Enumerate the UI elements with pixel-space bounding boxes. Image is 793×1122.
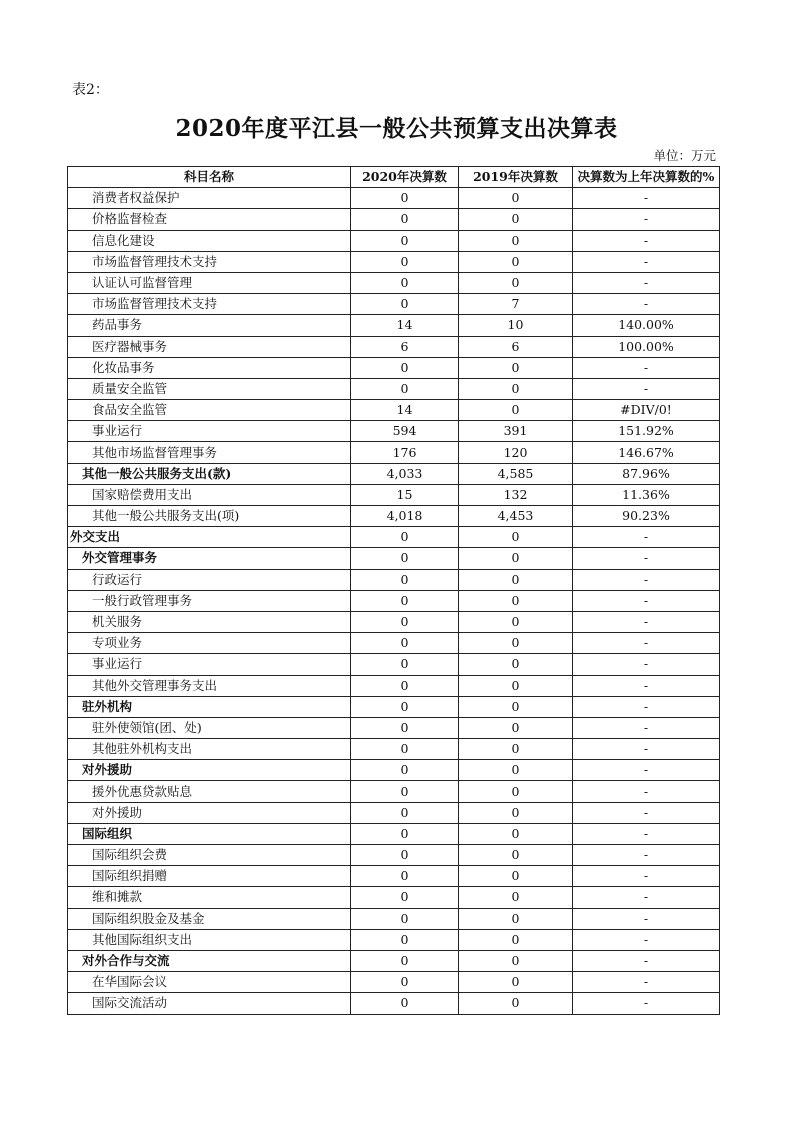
ratio-cell: - [573, 950, 720, 971]
ratio-cell: - [573, 887, 720, 908]
unit-label: 单位：万元 [653, 148, 716, 163]
value-2019-cell: 0 [459, 760, 573, 781]
value-2019-cell: 0 [459, 972, 573, 993]
subject-name-cell: 食品安全监管 [68, 400, 351, 421]
subject-name-cell: 外交支出 [68, 527, 351, 548]
table-row [68, 527, 720, 548]
ratio-cell: 90.23% [573, 506, 720, 527]
value-2020-cell: 0 [351, 230, 459, 251]
ratio-cell: 151.92% [573, 421, 720, 442]
value-2020-cell: 0 [351, 378, 459, 399]
subject-name-cell: 国际组织会费 [68, 845, 351, 866]
value-2020-cell: 4,018 [351, 506, 459, 527]
ratio-cell: - [573, 802, 720, 823]
ratio-cell: - [573, 209, 720, 230]
subject-name-cell: 维和摊款 [68, 887, 351, 908]
subject-name-cell: 专项业务 [68, 633, 351, 654]
table-row [68, 378, 720, 399]
ratio-cell: - [573, 675, 720, 696]
table-number-label: 表2： [72, 82, 109, 98]
ratio-cell: - [573, 781, 720, 802]
table-row [68, 866, 720, 887]
value-2019-cell: 0 [459, 209, 573, 230]
ratio-cell: - [573, 717, 720, 738]
value-2020-cell: 0 [351, 696, 459, 717]
value-2019-cell: 0 [459, 654, 573, 675]
subject-name-cell: 市场监督管理技术支持 [68, 251, 351, 272]
table-row [68, 950, 720, 971]
value-2020-cell: 0 [351, 611, 459, 632]
ratio-cell: 100.00% [573, 336, 720, 357]
table-row [68, 633, 720, 654]
table-row [68, 845, 720, 866]
subject-name-cell: 市场监督管理技术支持 [68, 294, 351, 315]
subject-name-cell: 质量安全监管 [68, 378, 351, 399]
table-row [68, 421, 720, 442]
table-row [68, 209, 720, 230]
value-2019-cell: 0 [459, 569, 573, 590]
value-2019-cell: 0 [459, 548, 573, 569]
value-2020-cell: 0 [351, 802, 459, 823]
table-row [68, 188, 720, 209]
value-2020-cell: 0 [351, 929, 459, 950]
value-2020-cell: 0 [351, 569, 459, 590]
subject-name-cell: 消费者权益保护 [68, 188, 351, 209]
value-2020-cell: 594 [351, 421, 459, 442]
value-2020-cell: 0 [351, 760, 459, 781]
subject-name-cell: 其他市场监督管理事务 [68, 442, 351, 463]
ratio-cell: - [573, 590, 720, 611]
subject-name-cell: 国家赔偿费用支出 [68, 484, 351, 505]
table-header-row [68, 167, 720, 188]
value-2020-cell: 0 [351, 781, 459, 802]
value-2020-cell: 0 [351, 188, 459, 209]
value-2020-cell: 0 [351, 357, 459, 378]
ratio-cell: 146.67% [573, 442, 720, 463]
table-row [68, 548, 720, 569]
ratio-cell: - [573, 696, 720, 717]
subject-name-cell: 驻外使领馆(团、处) [68, 717, 351, 738]
value-2020-cell: 0 [351, 950, 459, 971]
subject-name-cell: 国际组织 [68, 823, 351, 844]
value-2020-cell: 0 [351, 717, 459, 738]
header-ratio: 决算数为上年决算数的% [573, 167, 720, 188]
value-2019-cell: 0 [459, 357, 573, 378]
value-2019-cell: 132 [459, 484, 573, 505]
value-2020-cell: 0 [351, 908, 459, 929]
table-row [68, 400, 720, 421]
value-2019-cell: 0 [459, 887, 573, 908]
ratio-cell: - [573, 739, 720, 760]
value-2020-cell: 0 [351, 633, 459, 654]
value-2020-cell: 6 [351, 336, 459, 357]
table-row [68, 272, 720, 293]
subject-name-cell: 化妆品事务 [68, 357, 351, 378]
value-2019-cell: 120 [459, 442, 573, 463]
value-2019-cell: 0 [459, 802, 573, 823]
value-2019-cell: 0 [459, 251, 573, 272]
subject-name-cell: 对外合作与交流 [68, 950, 351, 971]
table-row [68, 336, 720, 357]
header-subject-name: 科目名称 [68, 167, 351, 188]
table-row [68, 611, 720, 632]
value-2019-cell: 0 [459, 611, 573, 632]
ratio-cell: - [573, 272, 720, 293]
ratio-cell: - [573, 929, 720, 950]
ratio-cell: - [573, 760, 720, 781]
value-2020-cell: 0 [351, 887, 459, 908]
subject-name-cell: 国际交流活动 [68, 993, 351, 1014]
value-2020-cell: 176 [351, 442, 459, 463]
value-2019-cell: 0 [459, 272, 573, 293]
value-2019-cell: 0 [459, 188, 573, 209]
subject-name-cell: 医疗器械事务 [68, 336, 351, 357]
ratio-cell: - [573, 378, 720, 399]
value-2019-cell: 0 [459, 378, 573, 399]
value-2020-cell: 0 [351, 548, 459, 569]
ratio-cell: - [573, 548, 720, 569]
value-2020-cell: 4,033 [351, 463, 459, 484]
value-2020-cell: 0 [351, 845, 459, 866]
value-2019-cell: 0 [459, 993, 573, 1014]
value-2019-cell: 0 [459, 908, 573, 929]
table-row [68, 315, 720, 336]
value-2019-cell: 0 [459, 845, 573, 866]
value-2020-cell: 0 [351, 993, 459, 1014]
ratio-cell: - [573, 866, 720, 887]
table-row [68, 230, 720, 251]
value-2019-cell: 0 [459, 950, 573, 971]
value-2020-cell: 0 [351, 739, 459, 760]
subject-name-cell: 其他国际组织支出 [68, 929, 351, 950]
ratio-cell: - [573, 633, 720, 654]
ratio-cell: - [573, 188, 720, 209]
value-2019-cell: 0 [459, 400, 573, 421]
table-row [68, 929, 720, 950]
ratio-cell: 11.36% [573, 484, 720, 505]
ratio-cell: - [573, 611, 720, 632]
table-row [68, 251, 720, 272]
header-2019-final: 2019年决算数 [459, 167, 573, 188]
table-row [68, 590, 720, 611]
value-2019-cell: 0 [459, 675, 573, 696]
table-row [68, 294, 720, 315]
subject-name-cell: 信息化建设 [68, 230, 351, 251]
budget-table [67, 166, 720, 1015]
subject-name-cell: 药品事务 [68, 315, 351, 336]
table-row [68, 802, 720, 823]
ratio-cell: - [573, 845, 720, 866]
ratio-cell: 140.00% [573, 315, 720, 336]
table-row [68, 739, 720, 760]
value-2020-cell: 0 [351, 866, 459, 887]
value-2019-cell: 0 [459, 781, 573, 802]
value-2020-cell: 0 [351, 272, 459, 293]
value-2019-cell: 0 [459, 633, 573, 654]
value-2020-cell: 0 [351, 972, 459, 993]
value-2020-cell: 0 [351, 251, 459, 272]
ratio-cell: - [573, 823, 720, 844]
header-2020-final: 2020年决算数 [351, 167, 459, 188]
ratio-cell: 87.96% [573, 463, 720, 484]
ratio-cell: - [573, 908, 720, 929]
value-2020-cell: 0 [351, 590, 459, 611]
table-row [68, 654, 720, 675]
subject-name-cell: 一般行政管理事务 [68, 590, 351, 611]
value-2020-cell: 0 [351, 209, 459, 230]
table-row [68, 484, 720, 505]
value-2019-cell: 6 [459, 336, 573, 357]
value-2020-cell: 0 [351, 823, 459, 844]
table-body [68, 188, 720, 1014]
table-row [68, 696, 720, 717]
value-2020-cell: 0 [351, 527, 459, 548]
value-2019-cell: 7 [459, 294, 573, 315]
table-row [68, 506, 720, 527]
ratio-cell: #DIV/0! [573, 400, 720, 421]
value-2019-cell: 0 [459, 823, 573, 844]
ratio-cell: - [573, 654, 720, 675]
value-2020-cell: 0 [351, 294, 459, 315]
value-2019-cell: 0 [459, 696, 573, 717]
value-2019-cell: 0 [459, 866, 573, 887]
ratio-cell: - [573, 972, 720, 993]
subject-name-cell: 其他一般公共服务支出(项) [68, 506, 351, 527]
table-row [68, 972, 720, 993]
value-2019-cell: 10 [459, 315, 573, 336]
value-2019-cell: 0 [459, 230, 573, 251]
ratio-cell: - [573, 569, 720, 590]
table-row [68, 357, 720, 378]
subject-name-cell: 驻外机构 [68, 696, 351, 717]
table-row [68, 908, 720, 929]
ratio-cell: - [573, 357, 720, 378]
subject-name-cell: 在华国际会议 [68, 972, 351, 993]
value-2019-cell: 391 [459, 421, 573, 442]
table-row [68, 760, 720, 781]
table-row [68, 781, 720, 802]
subject-name-cell: 机关服务 [68, 611, 351, 632]
subject-name-cell: 国际组织股金及基金 [68, 908, 351, 929]
subject-name-cell: 认证认可监督管理 [68, 272, 351, 293]
value-2019-cell: 4,585 [459, 463, 573, 484]
ratio-cell: - [573, 230, 720, 251]
ratio-cell: - [573, 251, 720, 272]
subject-name-cell: 其他外交管理事务支出 [68, 675, 351, 696]
subject-name-cell: 事业运行 [68, 421, 351, 442]
value-2019-cell: 0 [459, 527, 573, 548]
value-2020-cell: 0 [351, 654, 459, 675]
subject-name-cell: 事业运行 [68, 654, 351, 675]
value-2020-cell: 14 [351, 315, 459, 336]
subject-name-cell: 国际组织捐赠 [68, 866, 351, 887]
subject-name-cell: 行政运行 [68, 569, 351, 590]
subject-name-cell: 援外优惠贷款贴息 [68, 781, 351, 802]
subject-name-cell: 其他一般公共服务支出(款) [68, 463, 351, 484]
value-2020-cell: 15 [351, 484, 459, 505]
value-2019-cell: 0 [459, 717, 573, 738]
table-row [68, 993, 720, 1014]
subject-name-cell: 对外援助 [68, 760, 351, 781]
ratio-cell: - [573, 993, 720, 1014]
value-2019-cell: 0 [459, 590, 573, 611]
table-row [68, 442, 720, 463]
subject-name-cell: 对外援助 [68, 802, 351, 823]
value-2019-cell: 4,453 [459, 506, 573, 527]
page-title: 2020年度平江县一般公共预算支出决算表 [175, 115, 618, 142]
table-row [68, 717, 720, 738]
table-row [68, 463, 720, 484]
table-row [68, 675, 720, 696]
subject-name-cell: 其他驻外机构支出 [68, 739, 351, 760]
value-2020-cell: 14 [351, 400, 459, 421]
subject-name-cell: 价格监督检查 [68, 209, 351, 230]
value-2019-cell: 0 [459, 739, 573, 760]
subject-name-cell: 外交管理事务 [68, 548, 351, 569]
table-row [68, 569, 720, 590]
table-row [68, 887, 720, 908]
value-2019-cell: 0 [459, 929, 573, 950]
ratio-cell: - [573, 527, 720, 548]
ratio-cell: - [573, 294, 720, 315]
table-row [68, 823, 720, 844]
value-2020-cell: 0 [351, 675, 459, 696]
